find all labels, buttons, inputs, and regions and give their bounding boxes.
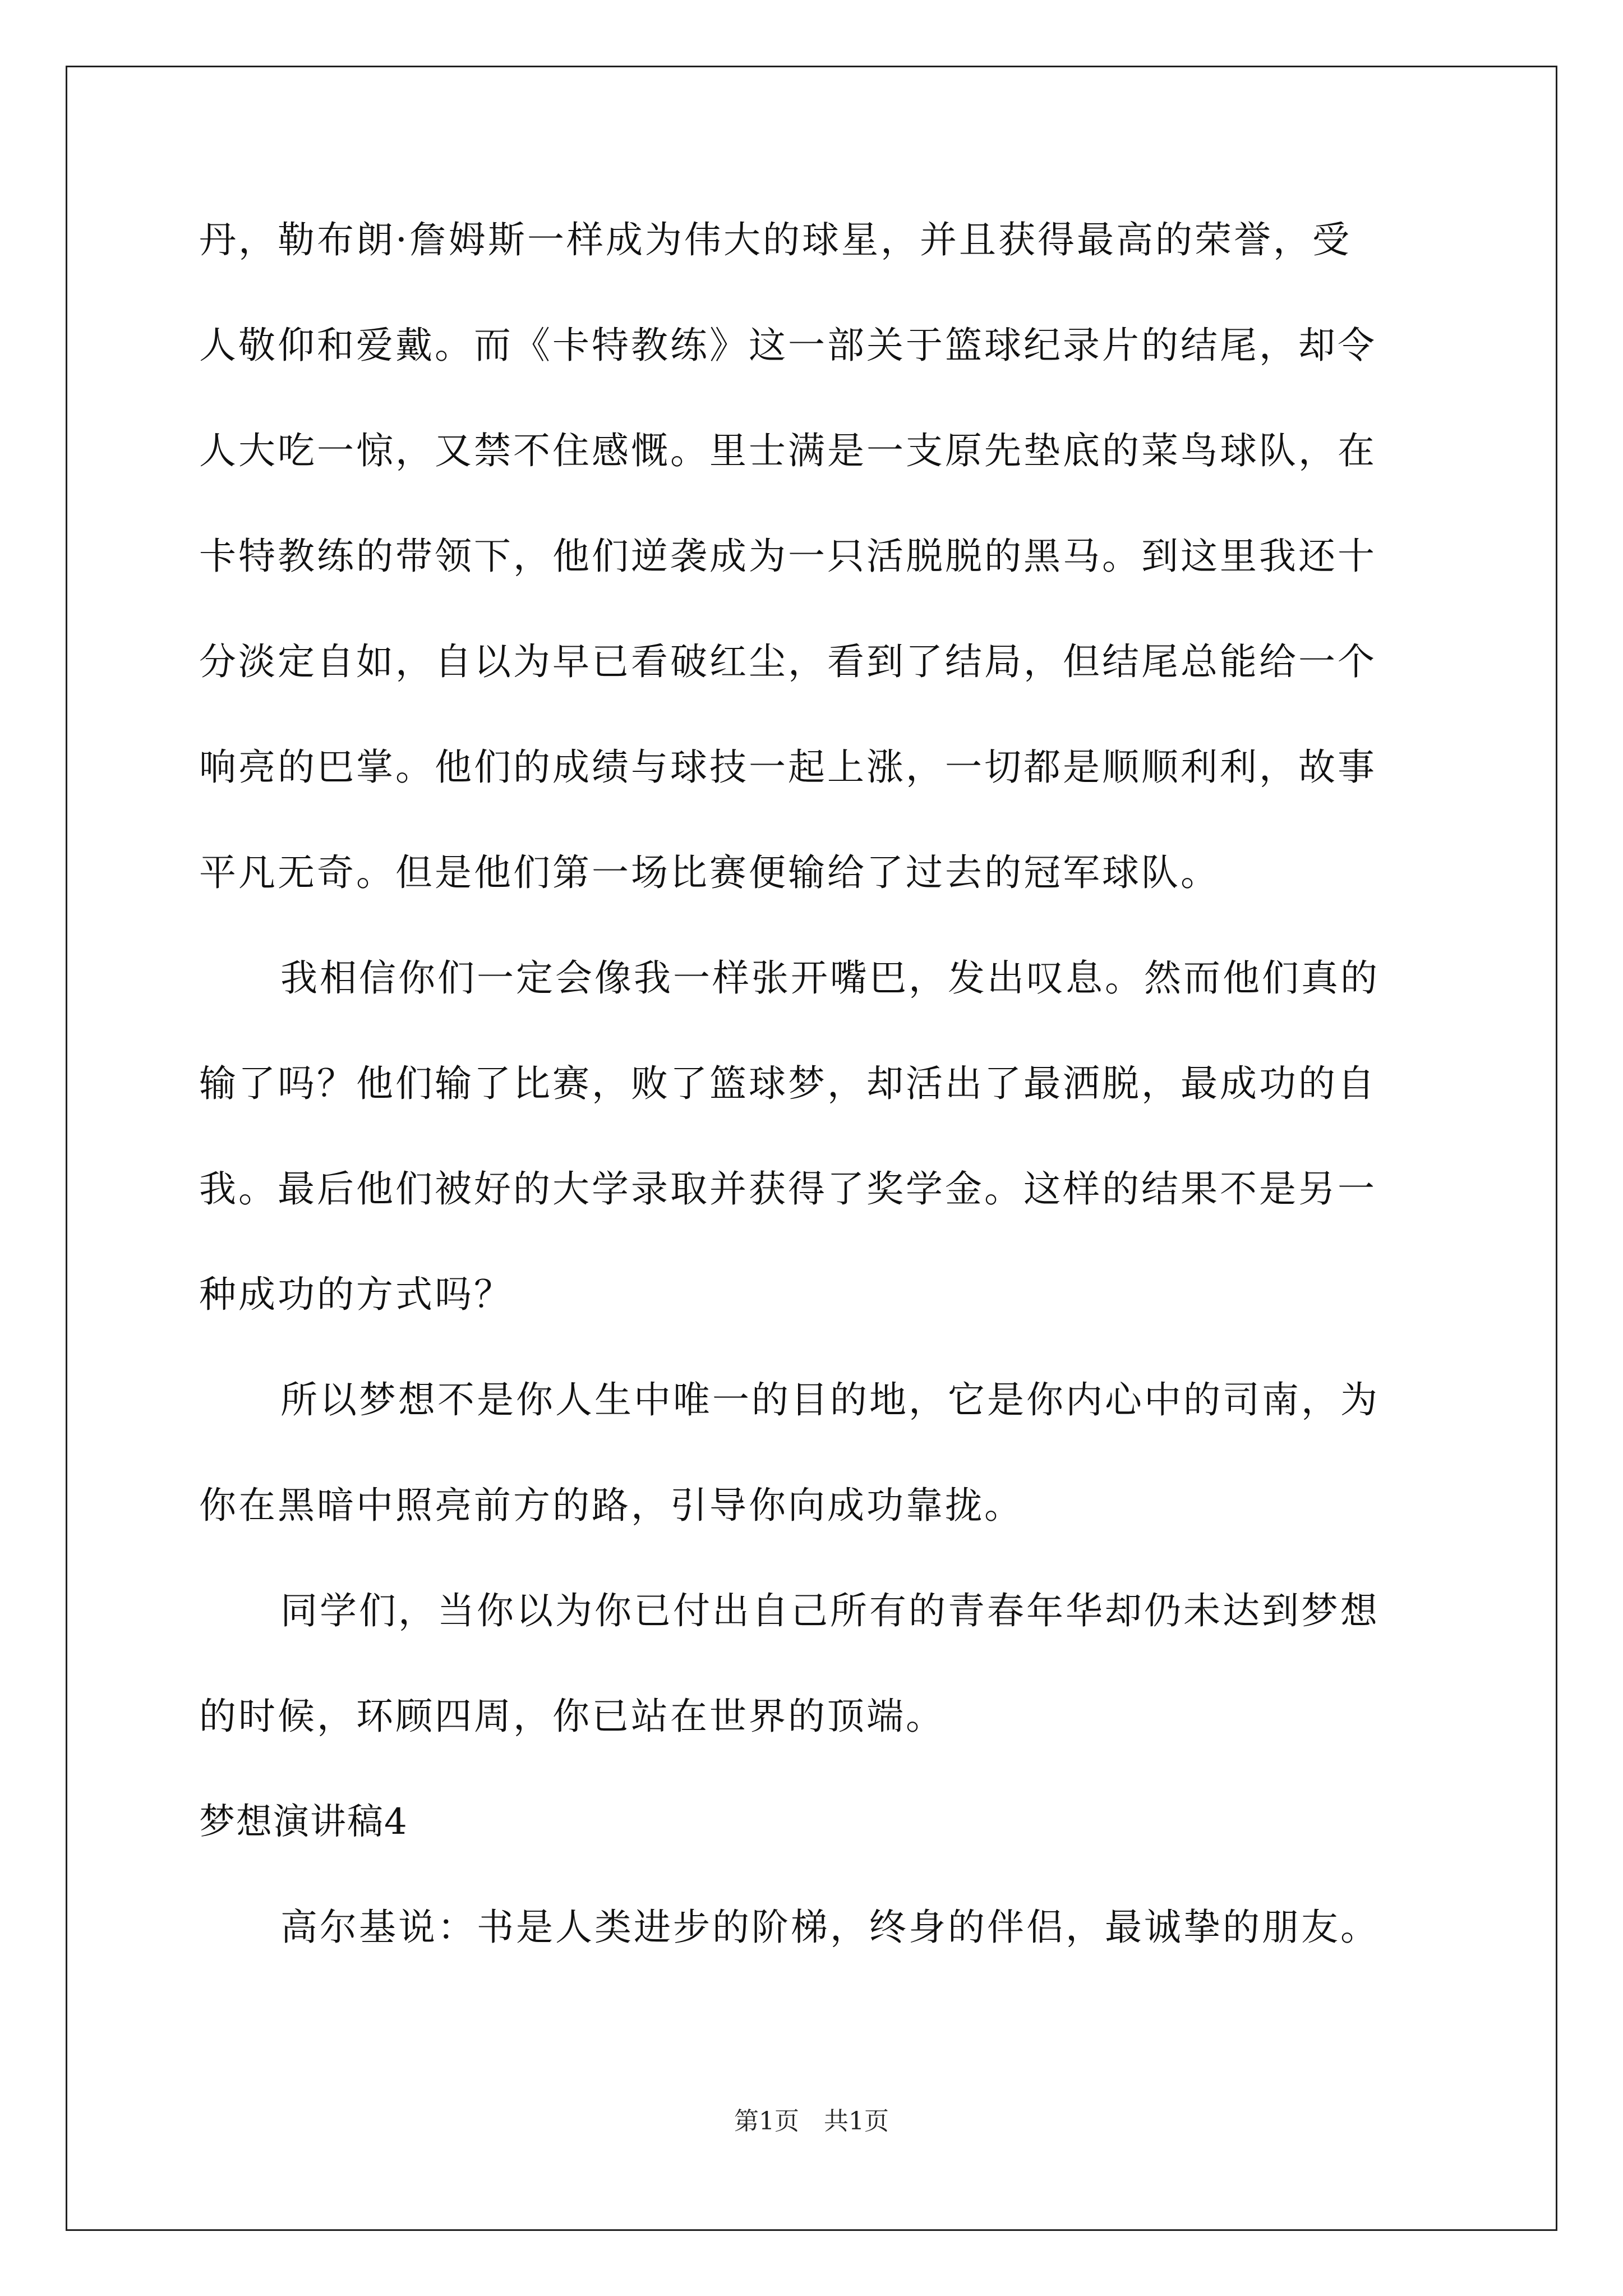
paragraph-1: [199, 213, 1422, 900]
text-line: 丹，勒布朗·詹姆斯一样成为伟大的球星，并且获得最高的荣誉，受: [199, 218, 1352, 261]
section-heading: 梦想演讲稿4: [199, 1801, 408, 1843]
text-line: 人大吃一惊，又禁不住感慨。里士满是一支原先垫底的菜鸟球队，在: [199, 429, 1377, 472]
paragraph-4: [199, 1584, 1422, 1743]
text-line: 同学们，当你以为你已付出自己所有的青春年华却仍未达到梦想: [280, 1589, 1380, 1632]
text-line: 卡特教练的带领下，他们逆袭成为一只活脱脱的黑马。到这里我还十: [199, 535, 1377, 578]
text-line: 分淡定自如，自以为早已看破红尘，看到了结局，但结尾总能给一个: [199, 640, 1377, 683]
text-line: 的时候，环顾四周，你已站在世界的顶端。: [199, 1695, 945, 1738]
text-line: 平凡无奇。但是他们第一场比赛便输给了过去的冠军球队。: [199, 851, 1220, 894]
text-line: 输了吗？他们输了比赛，败了篮球梦，却活出了最洒脱，最成功的自: [199, 1062, 1377, 1105]
paragraph-5: 高尔基说：书是人类进步的阶梯，终身的伴侣，最诚挚的朋友。: [280, 1906, 1380, 1949]
paragraph-2: [199, 951, 1422, 1322]
paragraph-3: [199, 1373, 1422, 1533]
text-line: 我相信你们一定会像我一样张开嘴巴，发出叹息。然而他们真的: [280, 956, 1380, 1000]
text-line: 我。最后他们被好的大学录取并获得了奖学金。这样的结果不是另一: [199, 1167, 1377, 1211]
text-line: 响亮的巴掌。他们的成绩与球技一起上涨，一切都是顺顺利利，故事: [199, 746, 1377, 789]
text-line: 所以梦想不是你人生中唯一的目的地，它是你内心中的司南，为: [280, 1378, 1380, 1421]
page-footer: 第1页 共1页: [734, 2107, 889, 2136]
text-line: 种成功的方式吗？: [199, 1273, 513, 1316]
text-line: 人敬仰和爱戴。而《卡特教练》这一部关于篮球纪录片的结尾，却令: [199, 324, 1377, 367]
text-line: 你在黑暗中照亮前方的路，引导你向成功靠拢。: [199, 1484, 1023, 1527]
document-body: [199, 213, 1422, 1954]
